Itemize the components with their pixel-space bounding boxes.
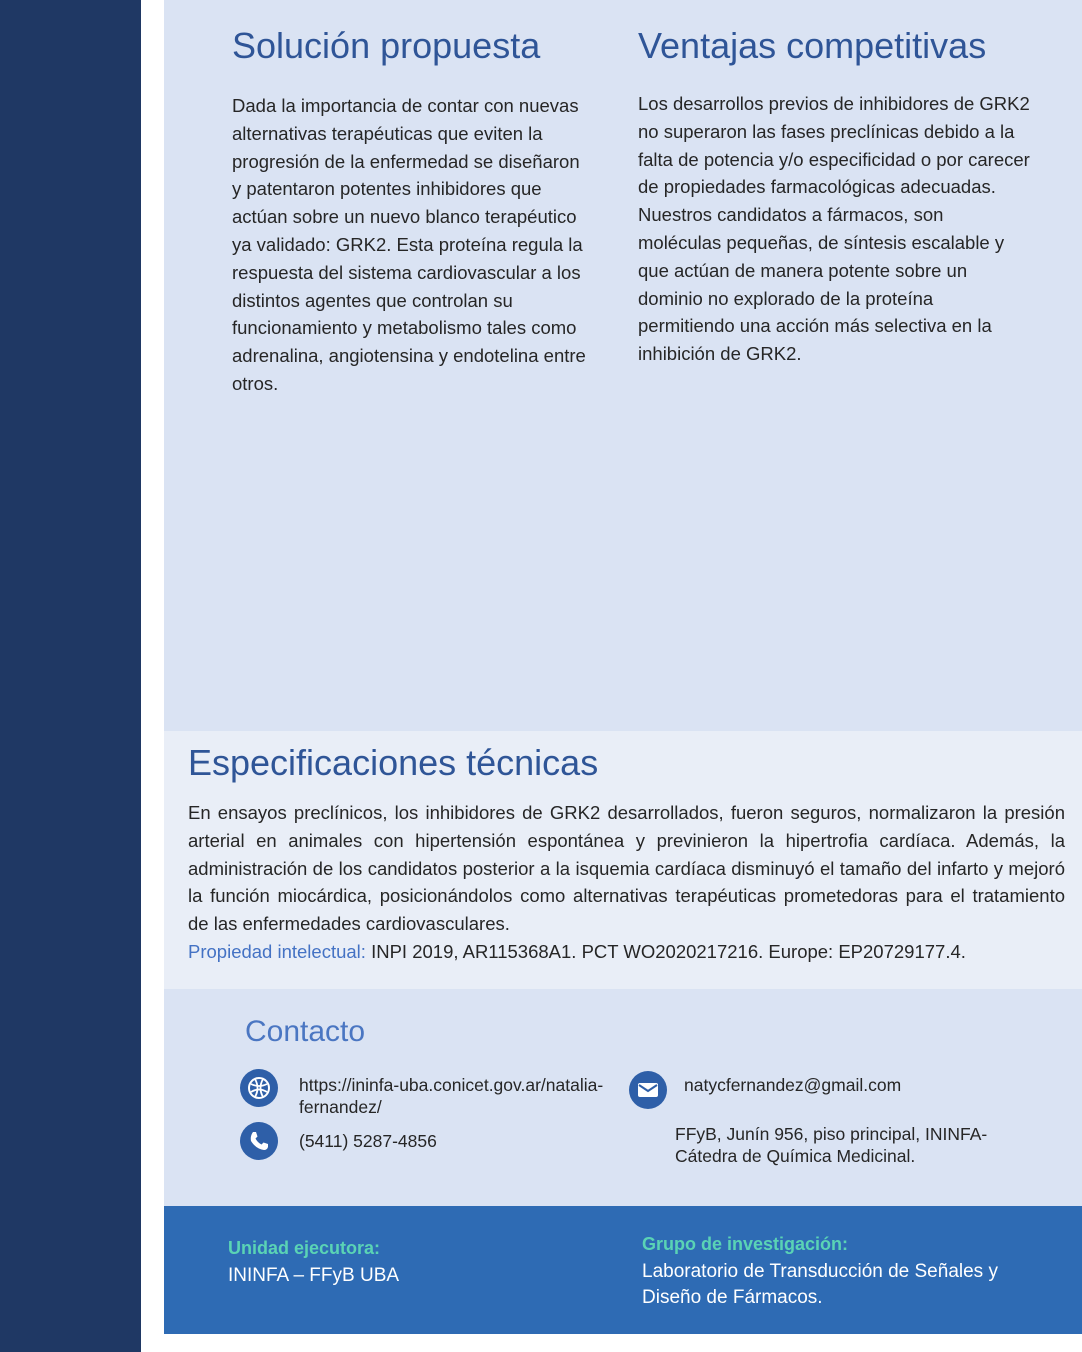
executing-unit-label: Unidad ejecutora: — [228, 1238, 381, 1258]
left-sidebar-band — [0, 0, 141, 1352]
advantages-title: Ventajas competitivas — [638, 25, 987, 66]
globe-icon — [240, 1069, 278, 1107]
executing-unit-value: ININFA – FFyB UBA — [228, 1265, 400, 1286]
solution-text: Dada la importancia de contar con nuevas alternativas terapéuticas que eviten la progresión de la enfermedad se diseñaron y patentaron potentes inhibidores que actúan sobre un nuevo blanco terapéutico ya validado: GRK2. Esta proteína regula la respuesta del sistema cardiovascular a los distintos agentes que controlan su funcionamiento y metabolismo tales como adrenalina, angiotensina y endotelina entre otros. — [232, 95, 586, 394]
phone-icon — [240, 1122, 278, 1160]
ip-label: Propiedad intelectual: — [188, 941, 366, 962]
contact-title: Contacto — [245, 1015, 366, 1048]
specs-text: En ensayos preclínicos, los inhibidores de GRK2 desarrollados, fueron seguros, normalizaron la presión arterial en animales con hipertensión espontánea y previnieron la hipertrofia cardíaca. Además, la administración de los candidatos posterior a la isquemia cardíaca disminuyó el tamaño del infarto y mejoró la función miocárdica, posicionándolos como alternativas terapéuticas prometedoras para el tratamiento de las enfermedades cardiovasculares. — [188, 802, 1065, 935]
email-link[interactable]: natycfernandez@gmail.com — [684, 1075, 902, 1095]
address-text: FFyB, Junín 956, piso principal, ININFA-Cátedra de Química Medicinal. — [675, 1124, 988, 1166]
specs-title: Especificaciones técnicas — [188, 742, 599, 783]
ip-value: INPI 2019, AR115368A1. PCT WO2020217216. Europe: EP20729177.4. — [365, 941, 966, 962]
intellectual-property-line — [188, 938, 966, 966]
phone-number[interactable]: (5411) 5287-4856 — [299, 1131, 437, 1151]
solution-title: Solución propuesta — [232, 25, 541, 66]
research-group-value: Laboratorio de Transducción de Señales y Diseño de Fármacos. — [642, 1261, 998, 1308]
website-link[interactable]: https://ininfa-uba.conicet.gov.ar/natalia-fernandez/ — [299, 1075, 604, 1117]
research-group-label: Grupo de investigación: — [642, 1234, 849, 1254]
envelope-icon — [629, 1071, 667, 1109]
advantages-text: Los desarrollos previos de inhibidores de GRK2 no superaron las fases preclínicas debido a la falta de potencia y/o especificidad o por carecer de propiedades farmacológicas adecuadas. Nuestros candidatos a fármacos, son moléculas pequeñas, de síntesis escalable y que actúan de manera potente sobre un dominio no explorado de la proteína permitiendo una acción más selectiva en la inhibición de GRK2. — [638, 93, 1030, 365]
